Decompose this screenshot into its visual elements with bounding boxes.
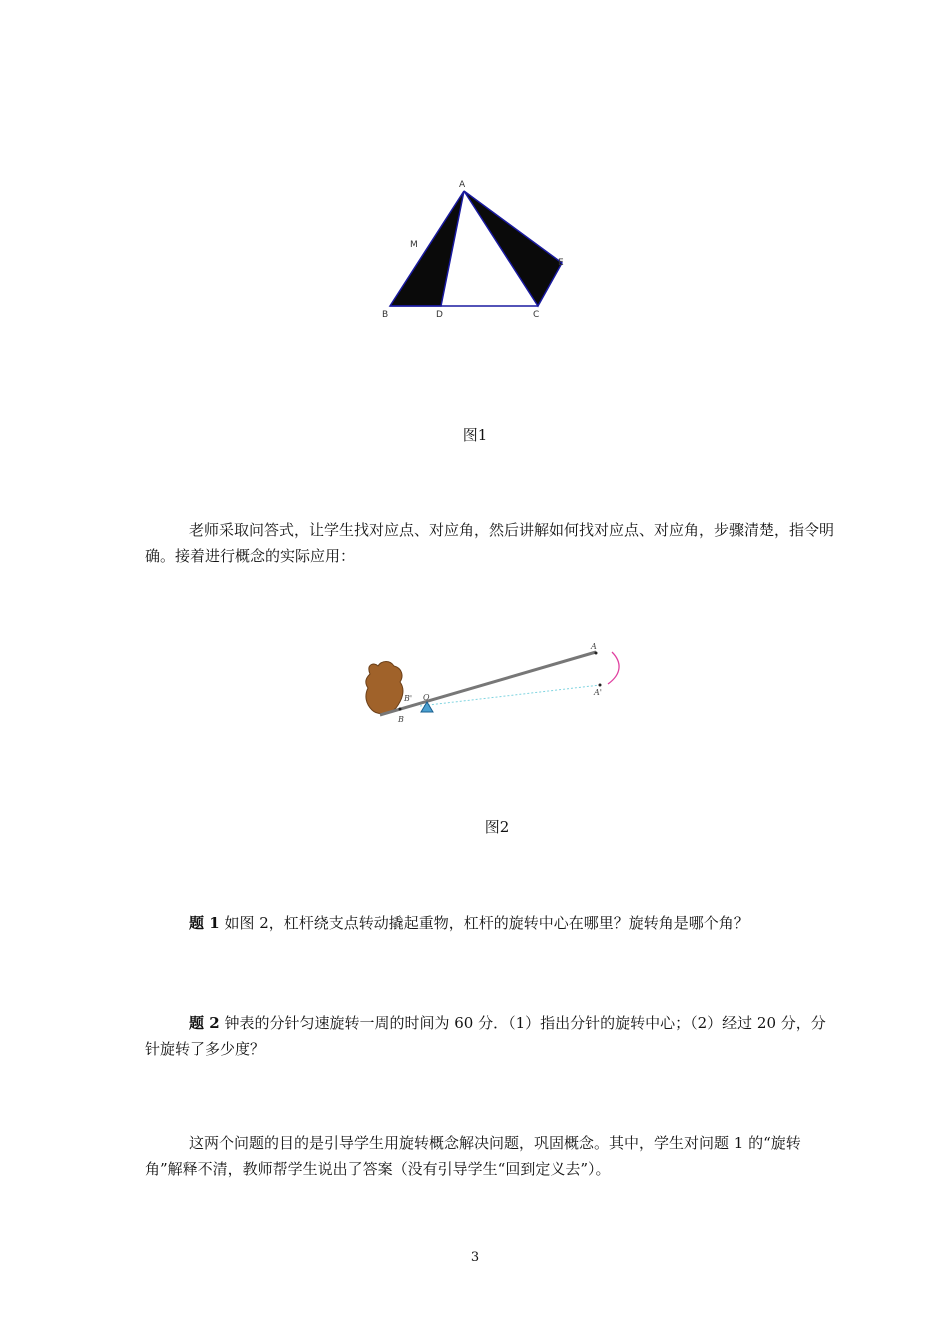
triangle-ace-shaded	[464, 191, 562, 306]
point-a-dot	[595, 652, 598, 655]
question-1-label: 题 1	[189, 914, 220, 932]
point-label-b: B	[382, 310, 389, 320]
point-a-prime-dot	[599, 684, 602, 687]
figure1-caption: 图1	[462, 426, 488, 444]
point-label-a: A	[459, 180, 466, 190]
point-label-b: B	[398, 715, 404, 724]
point-label-m: M	[410, 240, 418, 250]
point-label-d: D	[436, 310, 443, 320]
paragraph-reflection: 这两个问题的目的是引导学生用旋转概念解决问题，巩固概念。其中，学生对问题 1 的“旋转角”解释不清，教师帮学生说出了答案（没有引导学生“回到定义去”）。	[145, 1134, 801, 1178]
lever-bar	[380, 652, 596, 715]
question-2-label: 题 2	[189, 1014, 220, 1032]
question-1-text: 如图 2，杠杆绕支点转动撬起重物，杠杆的旋转中心在哪里？旋转角是哪个角？	[219, 914, 749, 932]
point-b-dot	[399, 708, 402, 711]
heavy-object-rock	[366, 662, 403, 714]
page-number: 3	[470, 1250, 480, 1265]
paragraph-teaching-method: 老师采取问答式，让学生找对应点、对应角，然后讲解如何找对应点、对应角，步骤清楚，指令明确。接着进行概念的实际应用：	[145, 521, 835, 565]
point-label-b-prime: B'	[404, 694, 413, 703]
point-label-a: A	[591, 642, 597, 651]
point-label-o: O	[423, 693, 430, 702]
point-label-c: C	[533, 310, 540, 320]
figure2-lever-diagram	[360, 638, 640, 728]
question-1	[145, 910, 835, 936]
rotation-arc	[608, 652, 619, 684]
triangle-abd-shaded	[390, 191, 464, 306]
question-2-text: 钟表的分针匀速旋转一周的时间为 60 分．（1）指出分针的旋转中心；（2）经过 20 分，分针旋转了多少度？	[145, 1014, 826, 1058]
point-label-e: E	[558, 258, 564, 268]
question-2	[145, 1010, 835, 1062]
point-label-a-prime: A'	[594, 688, 602, 697]
figure1-triangle-diagram	[370, 175, 580, 325]
figure2-caption: 图2	[484, 818, 510, 836]
